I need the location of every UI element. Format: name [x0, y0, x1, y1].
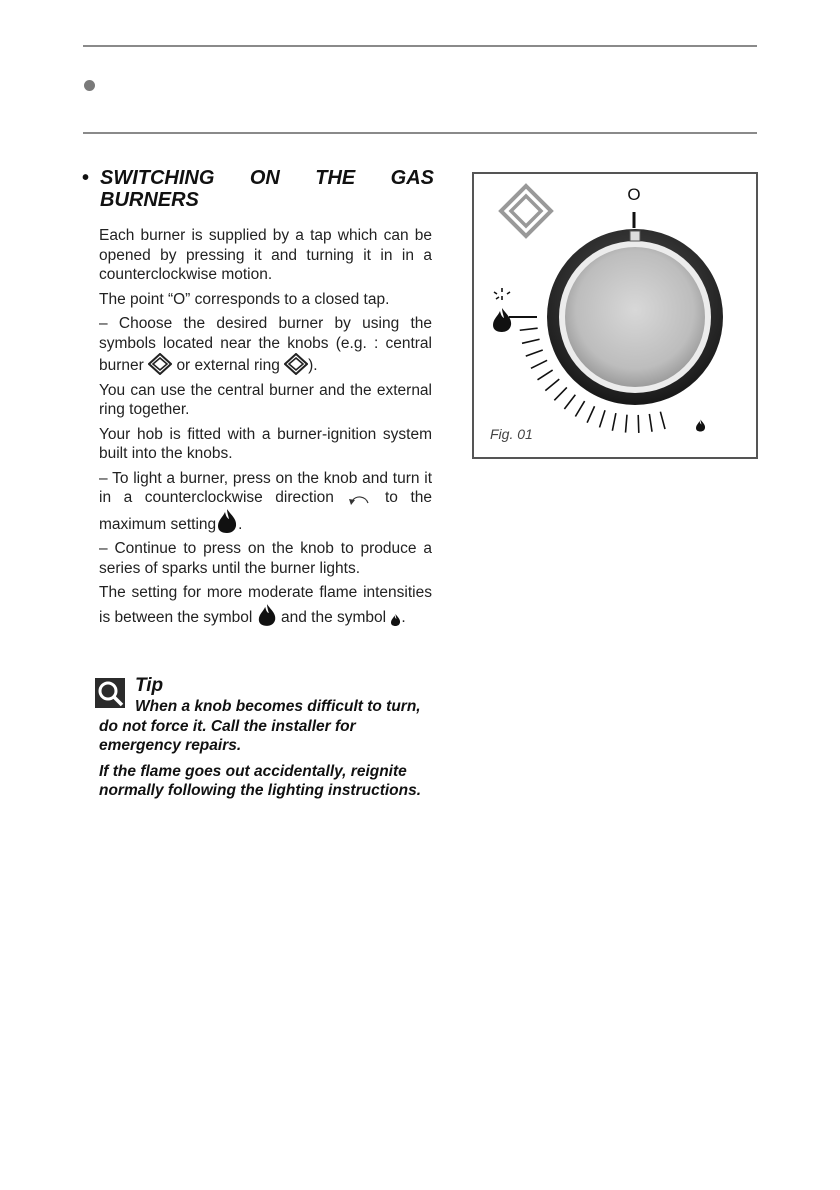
off-position-label: O: [627, 185, 641, 204]
external-ring-icon: [284, 353, 308, 375]
scale-tick: [554, 387, 567, 400]
max-flame-icon: [493, 308, 511, 332]
paragraph-combined-use: You can use the central burner and the external ring together.: [99, 381, 432, 418]
scale-tick: [626, 415, 627, 433]
scale-tick: [638, 415, 639, 433]
scale-tick: [522, 339, 540, 343]
scale-tick: [587, 406, 594, 422]
scale-tick: [564, 395, 575, 409]
paragraph-choose-burner: – Choose the desired burner by using the symbols located near the knobs (e.g. : central burner or external ring ).: [99, 315, 432, 374]
instructions-body: [99, 226, 432, 632]
tip-text-force: When a knob becomes difficult to turn, do not force it. Call the installer for emergency repairs.: [99, 698, 421, 754]
min-flame-icon: [696, 420, 705, 432]
burner-symbol-icon: [501, 186, 551, 236]
ignition-spark-icon: [494, 288, 510, 300]
counterclockwise-arrow-icon: [346, 491, 372, 507]
knob-diagram: [474, 174, 756, 457]
tip-body: [99, 697, 432, 807]
scale-tick: [649, 414, 652, 432]
figure-caption: Fig. 01: [490, 426, 533, 442]
scale-tick: [660, 412, 665, 429]
heading-line-1: SWITCHING ON THE GAS: [100, 167, 434, 189]
section-heading: [82, 167, 434, 211]
large-flame-icon: [216, 508, 238, 534]
top-rule: [83, 45, 757, 47]
knob-face: [565, 247, 705, 387]
scale-tick: [600, 410, 606, 427]
header-bullet-dot: [84, 80, 95, 91]
small-flame-icon: [390, 613, 401, 627]
knob-figure: [472, 172, 758, 459]
scale-tick: [612, 413, 616, 431]
heading-line-2: BURNERS: [100, 189, 199, 211]
knob-indicator-notch: [630, 231, 640, 241]
scale-tick: [538, 370, 553, 380]
paragraph-closed-tap: The point “O” corresponds to a closed tap.: [99, 290, 390, 308]
scale-tick: [526, 350, 543, 356]
scale-tick: [575, 401, 584, 416]
section-rule: [83, 132, 757, 134]
paragraph-sparks: – Continue to press on the knob to produce a series of sparks until the burner lights.: [99, 540, 432, 577]
large-flame-icon: [257, 603, 277, 627]
tip-title: Tip: [135, 675, 164, 696]
paragraph-tap-supply: Each burner is supplied by a tap which can be opened by pressing it and turning it in in a counterclockwise motion.: [99, 227, 432, 283]
tip-text-reignite: If the flame goes out accidentally, reignite normally following the lighting instructions.: [99, 762, 422, 799]
paragraph-moderate-setting: The setting for more moderate flame intensities is between the symbol and the symbol .: [99, 584, 432, 626]
paragraph-light-burner: – To light a burner, press on the knob and turn it in a counterclockwise direction to the maximum setting .: [99, 469, 433, 533]
heading-bullet: •: [82, 167, 90, 189]
off-symbol-text: “O”: [167, 290, 191, 308]
paragraph-ignition: Your hob is fitted with a burner-ignition system built into the knobs.: [99, 425, 432, 462]
central-burner-icon: [148, 353, 172, 375]
scale-tick: [545, 379, 559, 390]
scale-tick: [520, 328, 538, 330]
scale-tick: [531, 360, 547, 368]
